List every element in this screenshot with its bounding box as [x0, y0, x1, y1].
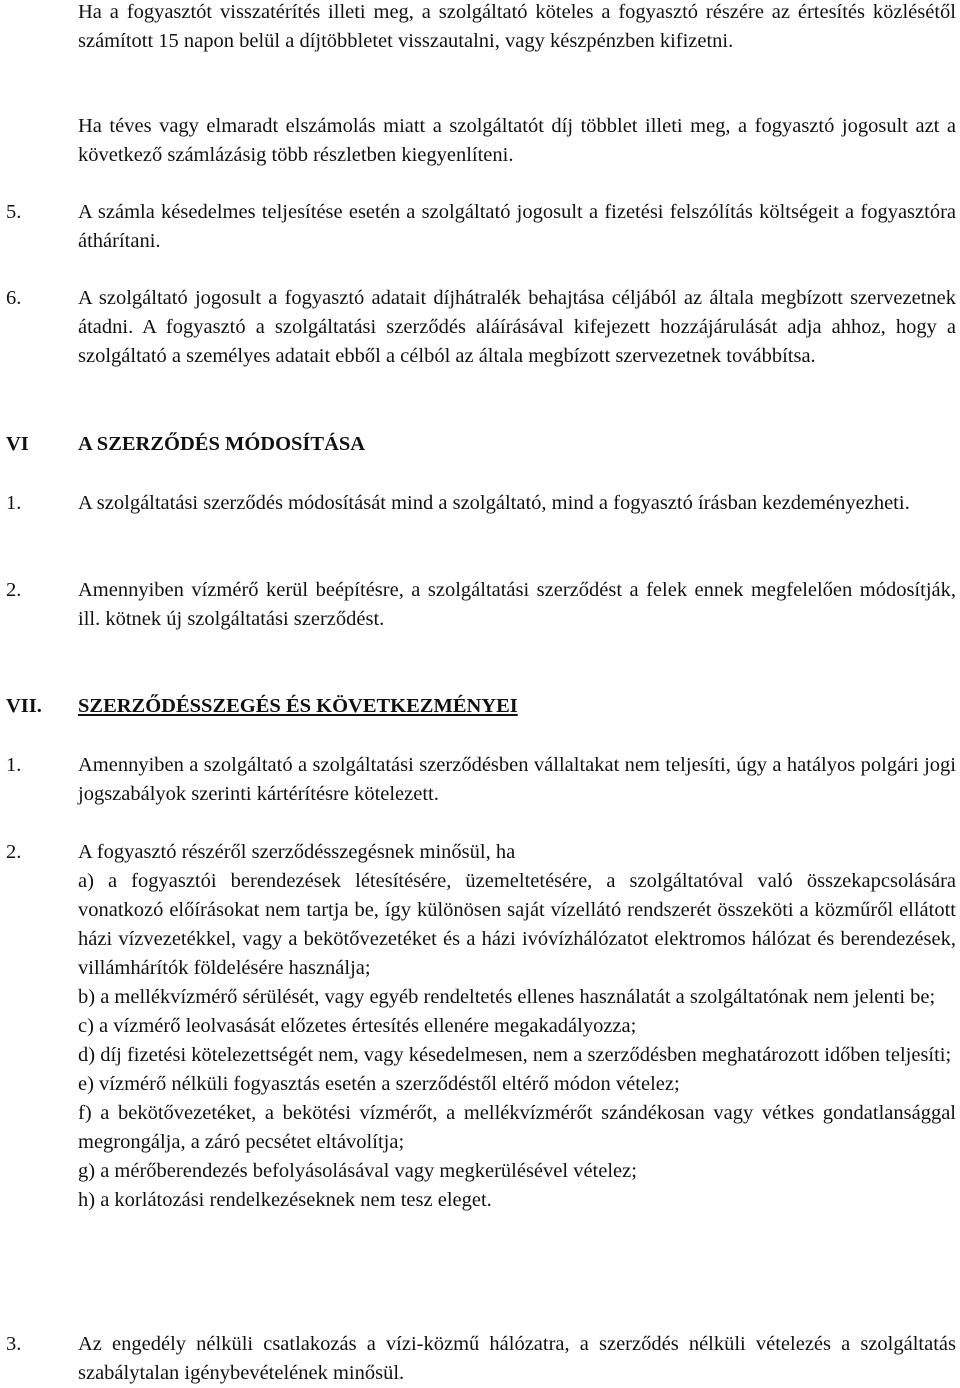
section-vi-item-number-1: 1.: [6, 492, 22, 514]
section-vii-item-number-3: 3.: [6, 1333, 22, 1355]
item-text-5: A számla késedelmes teljesítése esetén a szolgáltató jogosult a fizetési felszólítás költségeit a fogyasztóra áthárítani.: [78, 201, 956, 252]
item-number-6: 6.: [6, 287, 22, 309]
section-vii-item-2-intro: A fogyasztó részéről szerződésszegésnek minősül, ha: [78, 841, 516, 863]
condition-g: g) a mérőberendezés befolyásolásával vagy megkerülésével vételez;: [78, 1160, 637, 1182]
condition-h: h) a korlátozási rendelkezéseknek nem tesz eleget.: [78, 1189, 492, 1211]
section-number-vii: VII.: [6, 695, 42, 717]
paragraph-installment: Ha téves vagy elmaradt elszámolás miatt a szolgáltatót díj többlet illeti meg, a fogyasztó jogosult azt a következő számlázásig több részletben kiegyenlíteni.: [78, 115, 956, 166]
condition-c: c) a vízmérő leolvasását előzetes értesítés ellenére megakadályozza;: [78, 1015, 637, 1037]
section-number-vi: VI: [6, 433, 29, 455]
section-vii-item-number-2: 2.: [6, 841, 22, 863]
section-vii-item-text-3: Az engedély nélküli csatlakozás a vízi-közmű hálózatra, a szerződés nélküli vételezés a szolgáltatás szabálytalan igénybevételének minősül.: [78, 1333, 956, 1384]
item-number-5: 5.: [6, 201, 22, 223]
item-text-6: A szolgáltató jogosult a fogyasztó adatait díjhátralék behajtása céljából az általa megbízott szervezetnek átadni. A fogyasztó a szolgáltatási szerződés aláírásával kifejezett hozzájárulását adja ahhoz, hogy a szolgáltató a személyes adatait ebből a célból az általa megbízott szervezetnek továbbítsa.: [78, 287, 956, 367]
condition-d: d) díj fizetési kötelezettségét nem, vagy késedelmesen, nem a szerződésben meghatározott időben teljesíti;: [78, 1044, 952, 1066]
section-vi-item-text-1: A szolgáltatási szerződés módosítását mind a szolgáltató, mind a fogyasztó írásban kezdeményezheti.: [78, 492, 910, 514]
condition-a: a) a fogyasztói berendezések létesítésére, üzemeltetésére, a szolgáltatóval való összekapcsolására vonatkozó előírásokat nem tartja be, így különösen saját vízellátó rendszerét összeköti a közműről ellátott házi vízvezetékkel, vagy a bekötővezetéket és a házi ivóvízhálózatot elektromos hálózat és berendezések, villámhárítók földelésére használja;: [78, 870, 956, 979]
section-vii-item-text-1: Amennyiben a szolgáltató a szolgáltatási szerződésben vállaltakat nem teljesíti, úgy a hatályos polgári jogi jogszabályok szerinti kártérítésre kötelezett.: [78, 754, 956, 805]
section-vii-item-number-1: 1.: [6, 754, 22, 776]
section-vii-item-2-body: [78, 838, 956, 1215]
section-title-vi: A SZERZŐDÉS MÓDOSÍTÁSA: [78, 433, 366, 455]
section-title-vii: SZERZŐDÉSSZEGÉS ÉS KÖVETKEZMÉNYEI: [78, 695, 518, 717]
condition-f: f) a bekötővezetéket, a bekötési vízmérőt, a mellékvízmérőt szándékosan vagy vétkes gondatlansággal megrongálja, a záró pecsétet eltávolítja;: [78, 1102, 956, 1153]
paragraph-refund: Ha a fogyasztót visszatérítés illeti meg, a szolgáltató köteles a fogyasztó részére az értesítés közlésétől számított 15 napon belül a díjtöbbletet visszautalni, vagy készpénzben kifizetni.: [78, 1, 956, 52]
condition-e: e) vízmérő nélküli fogyasztás esetén a szerződéstől eltérő módon vételez;: [78, 1073, 680, 1095]
section-vi-item-number-2: 2.: [6, 579, 22, 601]
condition-b: b) a mellékvízmérő sérülését, vagy egyéb rendeltetés ellenes használatát a szolgáltatónak nem jelenti be;: [78, 986, 936, 1008]
section-vi-item-text-2: Amennyiben vízmérő kerül beépítésre, a szolgáltatási szerződést a felek ennek megfelelően módosítják, ill. kötnek új szolgáltatási szerződést.: [78, 579, 956, 630]
